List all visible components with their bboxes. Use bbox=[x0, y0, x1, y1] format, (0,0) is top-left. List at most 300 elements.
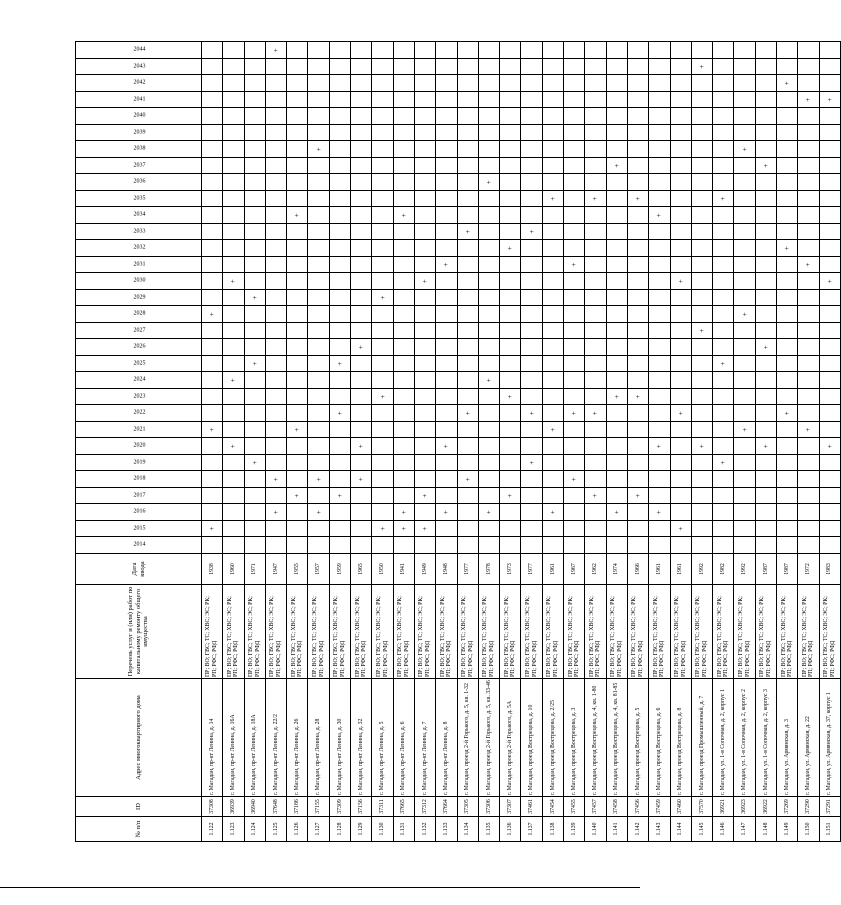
cell-year-2030 bbox=[585, 273, 606, 290]
cell-year-2022 bbox=[500, 405, 521, 422]
cell-date: 1992 bbox=[691, 554, 712, 585]
cell-year-2036 bbox=[542, 174, 563, 191]
cell-year-2023 bbox=[308, 389, 329, 406]
cell-year-2037 bbox=[265, 158, 286, 175]
cell-services: ПР; ВО; ГВС; ТС; ХВС; ЭС; РК; РП; РФС; РФД bbox=[755, 585, 776, 679]
cell-year-mark: + bbox=[329, 405, 350, 422]
cell-year-2038 bbox=[755, 141, 776, 158]
cell-year-2041 bbox=[585, 92, 606, 109]
cell-year-2039 bbox=[414, 125, 435, 142]
cell-year-2016 bbox=[564, 504, 585, 521]
cell-year-mark: + bbox=[351, 471, 372, 488]
cell-num: 1.139 bbox=[564, 817, 585, 842]
cell-year-2039 bbox=[585, 125, 606, 142]
cell-year-2042 bbox=[798, 75, 819, 92]
cell-year-2043 bbox=[819, 59, 840, 76]
table-row bbox=[627, 42, 648, 842]
table-row bbox=[436, 42, 457, 842]
cell-address: г. Магадан, проезд Промышленный, д. 7 bbox=[691, 679, 712, 797]
cell-year-2021 bbox=[713, 422, 734, 439]
cell-year-2017 bbox=[755, 488, 776, 505]
cell-year-mark: + bbox=[223, 273, 244, 290]
cell-year-2040 bbox=[734, 108, 755, 125]
cell-year-2021 bbox=[819, 422, 840, 439]
cell-year-2023 bbox=[585, 389, 606, 406]
cell-year-mark: + bbox=[542, 422, 563, 439]
cell-year-2018 bbox=[414, 471, 435, 488]
cell-year-mark: + bbox=[244, 290, 265, 307]
cell-year-2032 bbox=[308, 240, 329, 257]
cell-year-2019 bbox=[755, 455, 776, 472]
cell-year-2031 bbox=[649, 257, 670, 274]
cell-year-2020 bbox=[777, 438, 798, 455]
cell-services: ПР; ВО; ГВС; ТС; ХВС; ЭС; РК; РП; РФС; РФД bbox=[457, 585, 478, 679]
cell-year-2034 bbox=[223, 207, 244, 224]
cell-year-2016 bbox=[777, 504, 798, 521]
cell-year-2030 bbox=[393, 273, 414, 290]
cell-year-2022 bbox=[798, 405, 819, 422]
cell-year-2024 bbox=[521, 372, 542, 389]
cell-num: 1.124 bbox=[244, 817, 265, 842]
cell-year-2028 bbox=[713, 306, 734, 323]
cell-year-2044 bbox=[606, 42, 627, 59]
cell-year-2016 bbox=[521, 504, 542, 521]
cell-date: 1948 bbox=[436, 554, 457, 585]
cell-year-2042 bbox=[457, 75, 478, 92]
cell-year-2042 bbox=[627, 75, 648, 92]
cell-year-2025 bbox=[372, 356, 393, 373]
cell-year-2017 bbox=[819, 488, 840, 505]
cell-year-mark: + bbox=[308, 504, 329, 521]
cell-services: ПР; ВО; ГВС; ТС; ХВС; ЭС; РК; РП; РФС; РФД bbox=[265, 585, 286, 679]
cell-address: г. Магадан, пр-кт Ленина, д. 8 bbox=[436, 679, 457, 797]
cell-year-2031 bbox=[244, 257, 265, 274]
cell-year-2028 bbox=[649, 306, 670, 323]
cell-year-2036 bbox=[265, 174, 286, 191]
cell-year-2044 bbox=[329, 42, 350, 59]
cell-year-mark: + bbox=[670, 521, 691, 538]
cell-year-2024 bbox=[691, 372, 712, 389]
cell-year-2029 bbox=[351, 290, 372, 307]
cell-year-2042 bbox=[734, 75, 755, 92]
cell-year-2036 bbox=[351, 174, 372, 191]
cell-year-mark: + bbox=[734, 422, 755, 439]
table-row bbox=[819, 42, 840, 842]
cell-year-2032 bbox=[819, 240, 840, 257]
cell-address: г. Магадан, проезд Вострецова, д. 5 bbox=[627, 679, 648, 797]
cell-year-mark: + bbox=[649, 438, 670, 455]
cell-year-2040 bbox=[691, 108, 712, 125]
cell-year-2017 bbox=[478, 488, 499, 505]
cell-year-2021 bbox=[606, 422, 627, 439]
cell-year-mark: + bbox=[521, 405, 542, 422]
cell-year-2041 bbox=[564, 92, 585, 109]
cell-year-2037 bbox=[691, 158, 712, 175]
cell-date: 1972 bbox=[798, 554, 819, 585]
table-row bbox=[457, 42, 478, 842]
cell-id: 37454 bbox=[542, 797, 563, 817]
cell-year-2027 bbox=[478, 323, 499, 340]
cell-year-2024 bbox=[564, 372, 585, 389]
cell-id: 36940 bbox=[244, 797, 265, 817]
cell-year-mark: + bbox=[691, 323, 712, 340]
cell-year-2023 bbox=[393, 389, 414, 406]
cell-year-2042 bbox=[414, 75, 435, 92]
cell-year-2023 bbox=[670, 389, 691, 406]
cell-year-2023 bbox=[521, 389, 542, 406]
cell-year-2031 bbox=[308, 257, 329, 274]
table-row bbox=[414, 42, 435, 842]
cell-services: ПР; ВО; ГВС; ТС; ХВС; ЭС; РК; РП; РФС; РФД bbox=[308, 585, 329, 679]
cell-year-2026 bbox=[329, 339, 350, 356]
cell-year-2037 bbox=[287, 158, 308, 175]
cell-year-2025 bbox=[691, 356, 712, 373]
cell-year-2033 bbox=[670, 224, 691, 241]
cell-year-2015 bbox=[627, 521, 648, 538]
cell-year-mark: + bbox=[500, 488, 521, 505]
cell-services: ПР; ВО; ГВС; ТС; ХВС; ЭС; РК; РП; РФС; РФД bbox=[287, 585, 308, 679]
cell-year-2021 bbox=[329, 422, 350, 439]
cell-year-2028 bbox=[265, 306, 286, 323]
cell-year-2033 bbox=[351, 224, 372, 241]
cell-year-2024 bbox=[734, 372, 755, 389]
cell-year-2029 bbox=[713, 290, 734, 307]
cell-year-mark: + bbox=[457, 405, 478, 422]
cell-year-mark: + bbox=[521, 224, 542, 241]
cell-date: 1977 bbox=[457, 554, 478, 585]
cell-year-2035 bbox=[457, 191, 478, 208]
col-header-year: 2038 bbox=[76, 141, 202, 158]
cell-year-mark: + bbox=[308, 141, 329, 158]
cell-year-mark: + bbox=[457, 224, 478, 241]
cell-id: 37309 bbox=[329, 797, 350, 817]
cell-year-2038 bbox=[223, 141, 244, 158]
cell-year-2029 bbox=[649, 290, 670, 307]
cell-year-2037 bbox=[308, 158, 329, 175]
cell-services: ПР; ВО; ГВС; ТС; ХВС; ЭС; РК; РП; РФС; РФД bbox=[777, 585, 798, 679]
cell-year-2033 bbox=[223, 224, 244, 241]
cell-year-2020 bbox=[393, 438, 414, 455]
table-row bbox=[265, 42, 286, 842]
cell-year-2022 bbox=[287, 405, 308, 422]
cell-year-2034 bbox=[606, 207, 627, 224]
cell-year-2038 bbox=[478, 141, 499, 158]
cell-year-2014 bbox=[308, 537, 329, 554]
cell-year-2014 bbox=[223, 537, 244, 554]
cell-year-2043 bbox=[414, 59, 435, 76]
col-header-year: 2019 bbox=[76, 455, 202, 472]
cell-year-2028 bbox=[606, 306, 627, 323]
cell-year-mark: + bbox=[478, 504, 499, 521]
cell-year-2037 bbox=[777, 158, 798, 175]
cell-year-mark: + bbox=[265, 471, 286, 488]
cell-year-2018 bbox=[606, 471, 627, 488]
cell-year-2027 bbox=[819, 323, 840, 340]
cell-year-2037 bbox=[713, 158, 734, 175]
cell-year-2042 bbox=[478, 75, 499, 92]
cell-year-mark: + bbox=[202, 521, 223, 538]
cell-year-2025 bbox=[755, 356, 776, 373]
cell-year-2039 bbox=[691, 125, 712, 142]
table-row bbox=[734, 42, 755, 842]
cell-year-2030 bbox=[244, 273, 265, 290]
cell-id: 37570 bbox=[691, 797, 712, 817]
cell-year-2027 bbox=[244, 323, 265, 340]
cell-year-2033 bbox=[287, 224, 308, 241]
cell-year-mark: + bbox=[649, 504, 670, 521]
cell-year-2015 bbox=[777, 521, 798, 538]
cell-year-2035 bbox=[521, 191, 542, 208]
cell-year-2038 bbox=[436, 141, 457, 158]
cell-date: 1955 bbox=[287, 554, 308, 585]
cell-year-2022 bbox=[436, 405, 457, 422]
cell-year-2039 bbox=[798, 125, 819, 142]
cell-year-2026 bbox=[244, 339, 265, 356]
cell-year-2020 bbox=[372, 438, 393, 455]
cell-year-2039 bbox=[265, 125, 286, 142]
cell-year-2033 bbox=[500, 224, 521, 241]
cell-address: г. Магадан, проезд 2-й Горького, д. 5А bbox=[500, 679, 521, 797]
cell-year-2017 bbox=[393, 488, 414, 505]
cell-services: ПР; ВО; ГВС; ТС; ХВС; ЭС; РК; РП; РФС; РФД bbox=[372, 585, 393, 679]
cell-year-mark: + bbox=[606, 158, 627, 175]
cell-year-2021 bbox=[414, 422, 435, 439]
cell-year-2018 bbox=[691, 471, 712, 488]
cell-year-2014 bbox=[734, 537, 755, 554]
cell-year-2034 bbox=[478, 207, 499, 224]
cell-address: г. Магадан, проезд Вострецова, д. 10 bbox=[521, 679, 542, 797]
cell-year-2030 bbox=[755, 273, 776, 290]
cell-year-2038 bbox=[372, 141, 393, 158]
cell-year-2017 bbox=[713, 488, 734, 505]
cell-year-2016 bbox=[734, 504, 755, 521]
cell-year-2040 bbox=[436, 108, 457, 125]
cell-id: 37155 bbox=[308, 797, 329, 817]
cell-year-2024 bbox=[372, 372, 393, 389]
cell-year-mark: + bbox=[372, 521, 393, 538]
cell-services: ПР; ВО; ГВС; ТС; ХВС; ЭС; РК; РП; РФС; РФД bbox=[713, 585, 734, 679]
cell-year-2028 bbox=[223, 306, 244, 323]
cell-year-2043 bbox=[244, 59, 265, 76]
cell-year-2036 bbox=[457, 174, 478, 191]
cell-year-2043 bbox=[585, 59, 606, 76]
cell-year-2030 bbox=[777, 273, 798, 290]
cell-year-2038 bbox=[265, 141, 286, 158]
cell-year-2020 bbox=[414, 438, 435, 455]
cell-year-2040 bbox=[287, 108, 308, 125]
cell-year-2042 bbox=[393, 75, 414, 92]
cell-year-2041 bbox=[734, 92, 755, 109]
cell-year-2036 bbox=[734, 174, 755, 191]
cell-year-2031 bbox=[287, 257, 308, 274]
cell-year-mark: + bbox=[585, 191, 606, 208]
cell-num: 1.137 bbox=[521, 817, 542, 842]
col-header-year: 2044 bbox=[76, 42, 202, 59]
cell-year-2026 bbox=[564, 339, 585, 356]
cell-year-2038 bbox=[500, 141, 521, 158]
cell-year-2034 bbox=[329, 207, 350, 224]
cell-year-2032 bbox=[649, 240, 670, 257]
cell-year-2035 bbox=[244, 191, 265, 208]
cell-num: 1.138 bbox=[542, 817, 563, 842]
cell-year-2014 bbox=[627, 537, 648, 554]
cell-year-2031 bbox=[457, 257, 478, 274]
cell-year-2038 bbox=[457, 141, 478, 158]
cell-year-mark: + bbox=[777, 75, 798, 92]
cell-year-2040 bbox=[414, 108, 435, 125]
cell-year-2031 bbox=[372, 257, 393, 274]
cell-year-2021 bbox=[372, 422, 393, 439]
cell-year-mark: + bbox=[265, 42, 286, 59]
cell-year-2026 bbox=[627, 339, 648, 356]
cell-year-2039 bbox=[436, 125, 457, 142]
cell-year-2020 bbox=[287, 438, 308, 455]
cell-year-2043 bbox=[265, 59, 286, 76]
cell-year-mark: + bbox=[542, 191, 563, 208]
cell-year-2025 bbox=[287, 356, 308, 373]
cell-year-2018 bbox=[393, 471, 414, 488]
cell-year-2022 bbox=[351, 405, 372, 422]
cell-year-2041 bbox=[287, 92, 308, 109]
cell-address: г. Магадан, ул. 1-я Сопочная, д. 2, корпус 1 bbox=[713, 679, 734, 797]
cell-address: г. Магадан, проезд Вострецова, д. 8 bbox=[670, 679, 691, 797]
cell-id: 37311 bbox=[372, 797, 393, 817]
cell-year-2032 bbox=[670, 240, 691, 257]
cell-date: 1983 bbox=[819, 554, 840, 585]
cell-services: ПР; ВО; ГВС; ТС; ХВС; ЭС; РК; РП; РФС; РФД bbox=[202, 585, 223, 679]
cell-services: ПР; ВО; ГВС; ТС; ХВС; ЭС; РК; РП; РФС; РФД bbox=[393, 585, 414, 679]
cell-year-2037 bbox=[202, 158, 223, 175]
cell-year-2025 bbox=[478, 356, 499, 373]
cell-services: ПР; ВО; ГВС; ТС; ХВС; ЭС; РК; РП; РФС; РФД bbox=[670, 585, 691, 679]
cell-id: 37306 bbox=[478, 797, 499, 817]
cell-year-2032 bbox=[627, 240, 648, 257]
cell-num: 1.127 bbox=[308, 817, 329, 842]
cell-year-2037 bbox=[351, 158, 372, 175]
cell-year-2032 bbox=[713, 240, 734, 257]
cell-year-2033 bbox=[244, 224, 265, 241]
cell-year-2031 bbox=[585, 257, 606, 274]
cell-year-mark: + bbox=[223, 438, 244, 455]
cell-date: 1978 bbox=[478, 554, 499, 585]
cell-year-2033 bbox=[734, 224, 755, 241]
cell-year-2041 bbox=[500, 92, 521, 109]
cell-year-mark: + bbox=[691, 438, 712, 455]
cell-year-2037 bbox=[819, 158, 840, 175]
cell-year-2014 bbox=[670, 537, 691, 554]
cell-id: 37290 bbox=[798, 797, 819, 817]
cell-year-2039 bbox=[478, 125, 499, 142]
cell-year-2031 bbox=[202, 257, 223, 274]
cell-year-2016 bbox=[372, 504, 393, 521]
cell-year-2041 bbox=[670, 92, 691, 109]
cell-year-2032 bbox=[798, 240, 819, 257]
cell-year-2030 bbox=[734, 273, 755, 290]
cell-year-2031 bbox=[627, 257, 648, 274]
cell-year-2020 bbox=[457, 438, 478, 455]
cell-year-2036 bbox=[649, 174, 670, 191]
cell-year-2016 bbox=[500, 504, 521, 521]
cell-year-2030 bbox=[457, 273, 478, 290]
cell-year-2043 bbox=[755, 59, 776, 76]
cell-year-2022 bbox=[819, 405, 840, 422]
cell-year-2040 bbox=[606, 108, 627, 125]
cell-year-2035 bbox=[755, 191, 776, 208]
cell-year-2027 bbox=[351, 323, 372, 340]
cell-year-2032 bbox=[393, 240, 414, 257]
cell-year-2038 bbox=[287, 141, 308, 158]
cell-year-2035 bbox=[308, 191, 329, 208]
cell-year-2044 bbox=[457, 42, 478, 59]
cell-year-2026 bbox=[819, 339, 840, 356]
cell-id: 37307 bbox=[500, 797, 521, 817]
cell-year-2024 bbox=[777, 372, 798, 389]
cell-id: 36939 bbox=[223, 797, 244, 817]
cell-year-2030 bbox=[287, 273, 308, 290]
cell-year-2044 bbox=[500, 42, 521, 59]
cell-year-mark: + bbox=[627, 488, 648, 505]
cell-num: 1.143 bbox=[649, 817, 670, 842]
cell-address: г. Магадан, ул. Армянская, д. 37, корпус 1 bbox=[819, 679, 840, 797]
cell-year-2020 bbox=[713, 438, 734, 455]
cell-year-2014 bbox=[244, 537, 265, 554]
cell-year-2028 bbox=[393, 306, 414, 323]
cell-year-mark: + bbox=[798, 422, 819, 439]
cell-year-2014 bbox=[500, 537, 521, 554]
cell-year-2025 bbox=[202, 356, 223, 373]
cell-year-2015 bbox=[436, 521, 457, 538]
cell-year-2025 bbox=[414, 356, 435, 373]
cell-year-2036 bbox=[308, 174, 329, 191]
cell-year-2035 bbox=[649, 191, 670, 208]
cell-year-2019 bbox=[798, 455, 819, 472]
cell-year-2029 bbox=[223, 290, 244, 307]
cell-year-2036 bbox=[670, 174, 691, 191]
cell-year-mark: + bbox=[329, 488, 350, 505]
cell-year-2033 bbox=[627, 224, 648, 241]
cell-year-2016 bbox=[202, 504, 223, 521]
cell-year-2025 bbox=[564, 356, 585, 373]
cell-year-2024 bbox=[287, 372, 308, 389]
cell-year-2015 bbox=[329, 521, 350, 538]
cell-year-2041 bbox=[521, 92, 542, 109]
cell-year-2016 bbox=[329, 504, 350, 521]
cell-year-2041 bbox=[308, 92, 329, 109]
cell-year-2034 bbox=[691, 207, 712, 224]
cell-year-2041 bbox=[457, 92, 478, 109]
cell-year-mark: + bbox=[223, 372, 244, 389]
cell-year-2027 bbox=[627, 323, 648, 340]
cell-year-2020 bbox=[478, 438, 499, 455]
cell-year-2044 bbox=[798, 42, 819, 59]
cell-id: 36921 bbox=[713, 797, 734, 817]
cell-year-2025 bbox=[393, 356, 414, 373]
cell-year-2026 bbox=[734, 339, 755, 356]
cell-year-2031 bbox=[606, 257, 627, 274]
cell-year-2018 bbox=[287, 471, 308, 488]
cell-year-2037 bbox=[500, 158, 521, 175]
cell-year-2026 bbox=[713, 339, 734, 356]
cell-year-2019 bbox=[478, 455, 499, 472]
header-row bbox=[76, 42, 202, 842]
table-row bbox=[500, 42, 521, 842]
table-row bbox=[542, 42, 563, 842]
cell-year-2043 bbox=[521, 59, 542, 76]
cell-year-2025 bbox=[457, 356, 478, 373]
cell-year-2017 bbox=[202, 488, 223, 505]
cell-year-2027 bbox=[798, 323, 819, 340]
cell-year-2034 bbox=[798, 207, 819, 224]
